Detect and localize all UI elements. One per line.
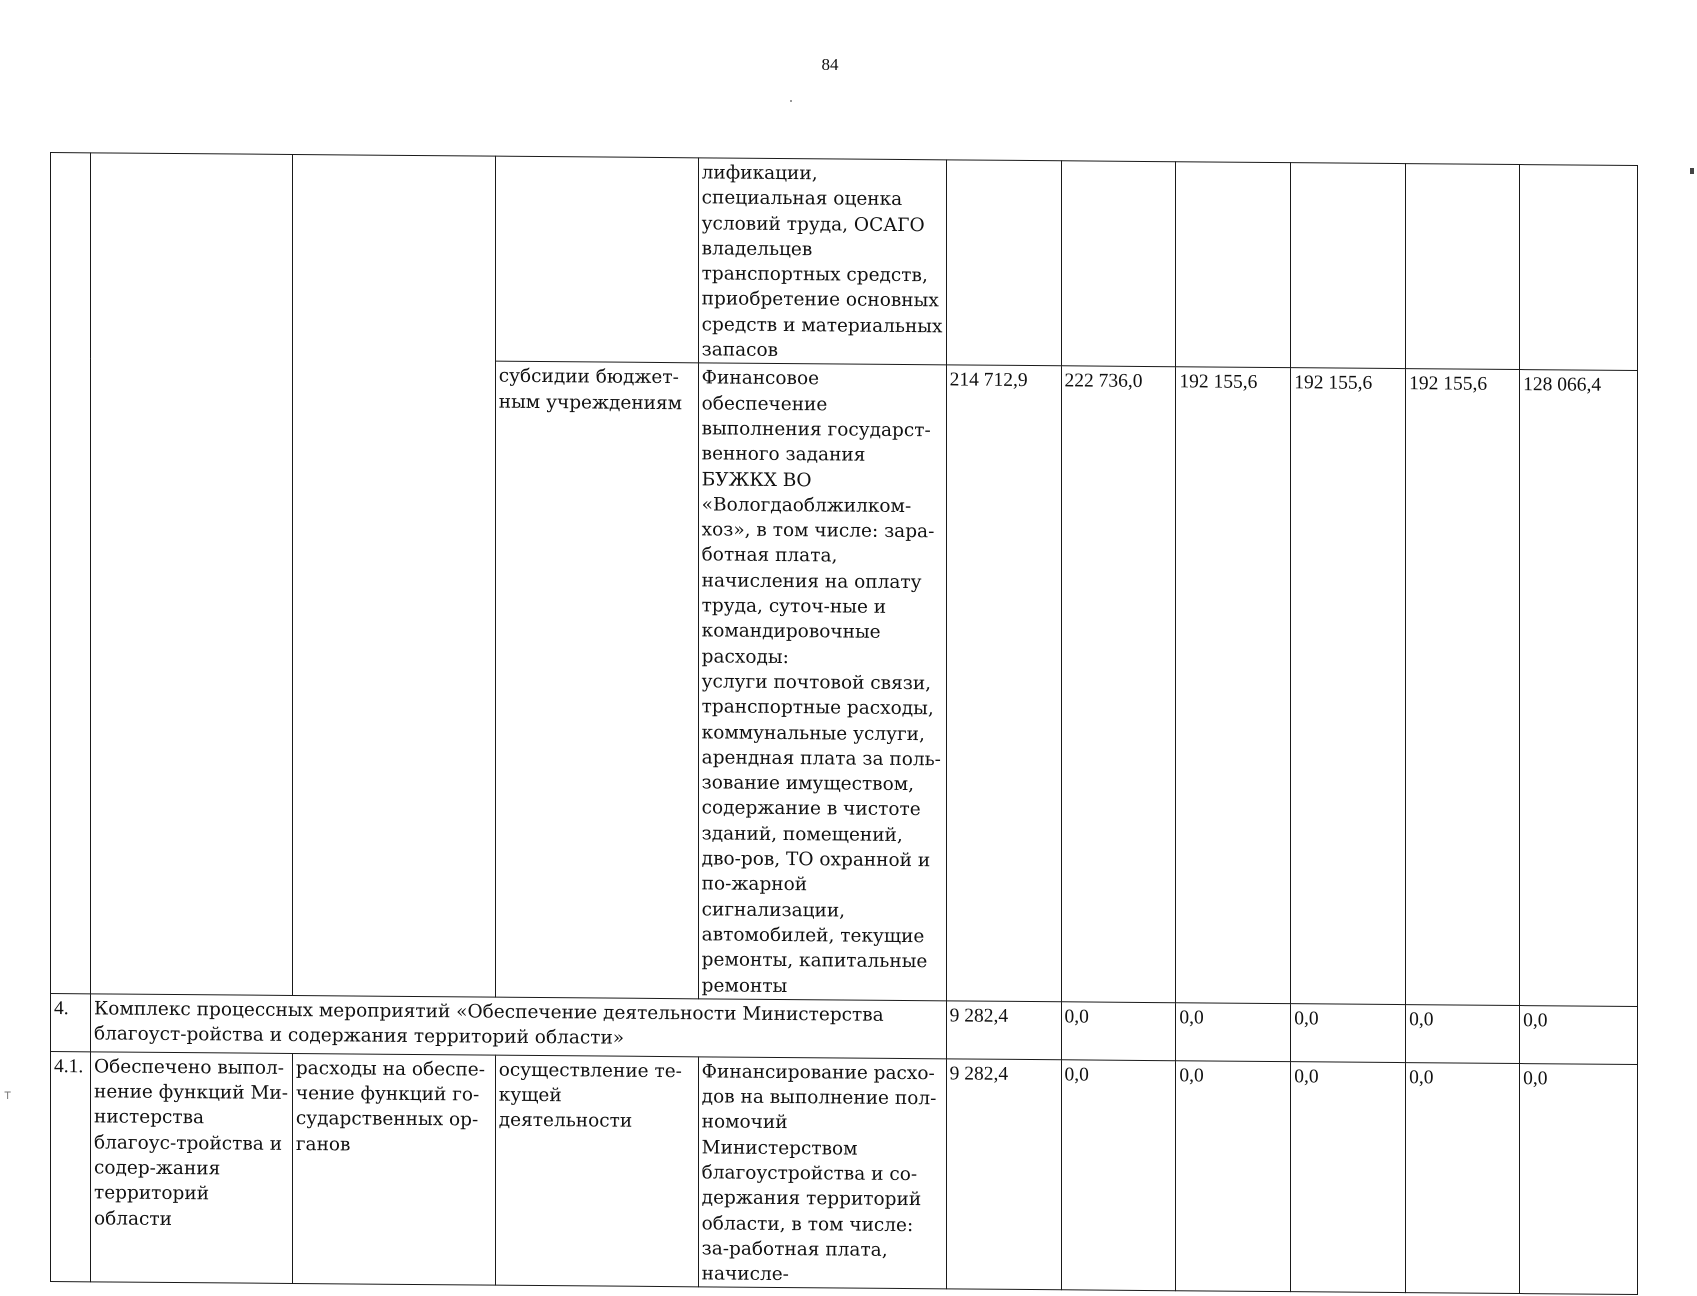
budget-table [50, 152, 1638, 1295]
cell-value: 0,0 [1061, 1060, 1176, 1292]
cell-value [1176, 162, 1291, 368]
cell-value: 0,0 [1061, 1002, 1176, 1061]
cell-value [1520, 165, 1638, 371]
cell-number: 4. [51, 993, 91, 1051]
cell-value: 214 712,9 [946, 365, 1061, 1001]
cell-value: 0,0 [1520, 1063, 1638, 1295]
cell-value: 0,0 [1406, 1062, 1520, 1294]
cell-value [1406, 164, 1520, 370]
cell-purpose: расходы на обеспе-чение функций го-сударственных ор-ганов [292, 1053, 495, 1285]
cell-number [51, 153, 91, 994]
cell-expense-detail [698, 363, 946, 1000]
cell-value [946, 160, 1061, 366]
cell-value: 222 736,0 [1061, 366, 1176, 1002]
cell-purpose [292, 154, 495, 996]
expense-detail-part1: Финансовое обеспечение выполнения государст-венного задания БУЖКХ ВО «Вологдаоблжилком-хоз», в том числе: зара-ботная плата, начисления на оплату труда, суточ-ные и командировочные расходы: [701, 367, 935, 668]
table-row-item [51, 1051, 1638, 1295]
cell-value: 0,0 [1176, 1061, 1291, 1293]
cell-expense-type [495, 156, 698, 363]
cell-value: 0,0 [1406, 1004, 1520, 1063]
cell-value: 192 155,6 [1176, 367, 1291, 1003]
cell-expense-detail: лификации, специальная оценка условий труда, ОСАГО владельцев транспортных средств, приобретение основных средств и материальных запасов [698, 158, 946, 365]
page-number: 84 [821, 55, 839, 74]
cell-value: 0,0 [1291, 1003, 1406, 1062]
expense-detail-part2: услуги почтовой связи, транспортные расходы, коммунальные услуги, арендная плата за поль-зование имуществом, содержание в чистоте зданий, помещений, дво-ров, ТО охранной и по-жарной сигнализации, автомобилей, текущие ремонты, капитальные ремонты [701, 671, 941, 997]
table-row-continuation [51, 153, 1638, 371]
cell-value [1061, 161, 1176, 367]
cell-value: 9 282,4 [946, 1059, 1061, 1291]
cell-value: 0,0 [1520, 1005, 1638, 1064]
cell-section-title: Комплекс процессных мероприятий «Обеспечение деятельности Министерства благоуст-ройства и содержания территорий области» [90, 994, 946, 1059]
cell-value: 0,0 [1291, 1061, 1406, 1293]
scan-speck [790, 100, 792, 102]
cell-value: 128 066,4 [1520, 370, 1638, 1006]
cell-value: 0,0 [1176, 1003, 1291, 1062]
cell-expense-detail: Финансирование расхо-дов на выполнение пол-номочий Министерством благоустройства и со-держания территорий области, в том числе: за-работная плата, начисле- [698, 1057, 946, 1290]
scan-margin-mark: ⊤ [4, 1088, 12, 1102]
cell-value [1291, 163, 1406, 369]
cell-value: 192 155,6 [1406, 369, 1520, 1005]
scan-edge-mark [1690, 168, 1694, 174]
cell-result: Обеспечено выпол-нение функций Ми-нистерства благоус-тройства и содер-жания территорий области [90, 1052, 292, 1284]
cell-expense-type: осуществление те-кущей деятельности [495, 1055, 698, 1287]
cell-expense-type: субсидии бюджет-ным учреждениям [495, 362, 698, 999]
cell-value: 192 155,6 [1291, 368, 1406, 1004]
cell-number: 4.1. [51, 1051, 91, 1282]
cell-value: 9 282,4 [946, 1001, 1061, 1060]
cell-result [90, 153, 292, 995]
